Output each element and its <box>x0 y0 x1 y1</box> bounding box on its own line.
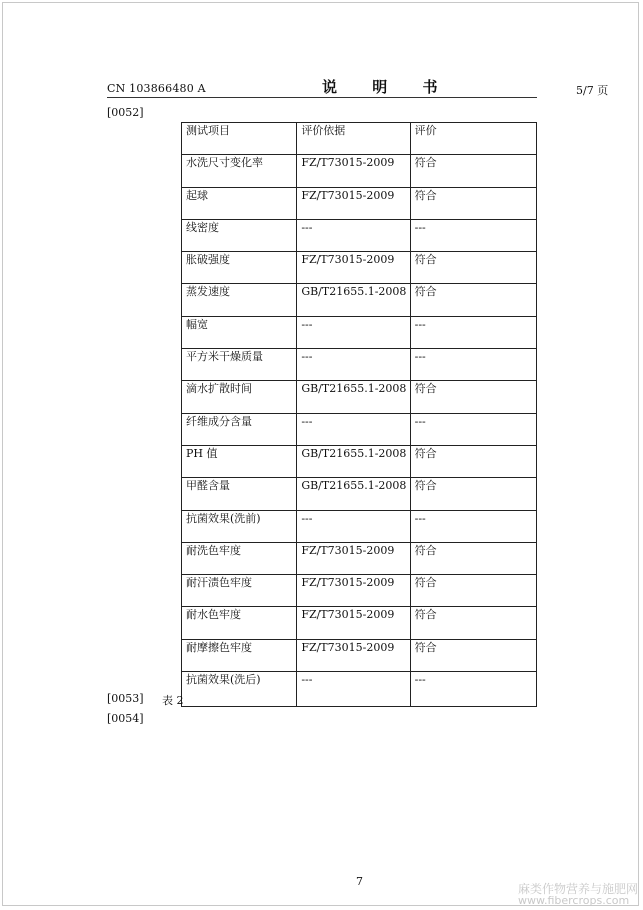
cell-item: 耐汗渍色牢度 <box>182 575 297 607</box>
table-row <box>182 219 537 251</box>
cell-evaluation: 符合 <box>410 155 536 187</box>
page-indicator: 5/7 页 <box>576 84 609 97</box>
table-row <box>182 349 537 381</box>
cell-basis: FZ/T73015-2009 <box>297 542 410 574</box>
cell-item: 胀破强度 <box>182 252 297 284</box>
cell-item: 幅宽 <box>182 316 297 348</box>
cell-item: 蒸发速度 <box>182 284 297 316</box>
cell-evaluation: --- <box>410 316 536 348</box>
cell-evaluation: 符合 <box>410 187 536 219</box>
watermark-url: www.fibercrops.com <box>518 894 630 907</box>
table-row <box>182 284 537 316</box>
cell-basis: FZ/T73015-2009 <box>297 187 410 219</box>
cell-evaluation: 符合 <box>410 252 536 284</box>
table-row <box>182 478 537 510</box>
watermark-text: 麻类作物营养与施肥网 <box>518 882 639 896</box>
cell-basis: FZ/T73015-2009 <box>297 575 410 607</box>
cell-item: 起球 <box>182 187 297 219</box>
cell-item: 平方米干燥质量 <box>182 349 297 381</box>
page-number: 7 <box>356 875 363 888</box>
table-row <box>182 155 537 187</box>
cell-evaluation: --- <box>410 413 536 445</box>
cell-basis: --- <box>297 349 410 381</box>
cell-item: 水洗尺寸变化率 <box>182 155 297 187</box>
table-row <box>182 672 537 707</box>
cell-evaluation: 符合 <box>410 607 536 639</box>
table-row <box>182 445 537 477</box>
cell-item: 线密度 <box>182 219 297 251</box>
cell-evaluation: 符合 <box>410 478 536 510</box>
cell-item: 耐洗色牢度 <box>182 542 297 574</box>
cell-evaluation: --- <box>410 510 536 542</box>
table-row <box>182 639 537 671</box>
cell-basis: GB/T21655.1-2008 <box>297 445 410 477</box>
header-cell-evaluation: 评价 <box>410 123 536 155</box>
header-rule <box>107 97 537 98</box>
table-row <box>182 381 537 413</box>
table-caption: 表 2 <box>162 694 184 707</box>
cell-evaluation: 符合 <box>410 381 536 413</box>
table-row <box>182 413 537 445</box>
cell-item: 滴水扩散时间 <box>182 381 297 413</box>
cell-evaluation: 符合 <box>410 284 536 316</box>
cell-item: 抗菌效果(洗前) <box>182 510 297 542</box>
cell-basis: FZ/T73015-2009 <box>297 252 410 284</box>
paragraph-number-0052: [0052] <box>107 106 144 119</box>
table-row <box>182 187 537 219</box>
cell-evaluation: 符合 <box>410 639 536 671</box>
cell-basis: FZ/T73015-2009 <box>297 155 410 187</box>
cell-basis: --- <box>297 413 410 445</box>
cell-basis: GB/T21655.1-2008 <box>297 284 410 316</box>
paragraph-number-0053: [0053] <box>107 692 144 705</box>
test-results-table <box>181 122 537 707</box>
cell-basis: FZ/T73015-2009 <box>297 607 410 639</box>
cell-basis: FZ/T73015-2009 <box>297 639 410 671</box>
cell-evaluation: --- <box>410 349 536 381</box>
cell-evaluation: --- <box>410 219 536 251</box>
table-row <box>182 252 537 284</box>
table-row <box>182 575 537 607</box>
table-row <box>182 510 537 542</box>
table-row <box>182 316 537 348</box>
cell-item: 耐摩擦色牢度 <box>182 639 297 671</box>
cell-item: 抗菌效果(洗后) <box>182 672 297 707</box>
table-row <box>182 607 537 639</box>
cell-basis: --- <box>297 510 410 542</box>
cell-evaluation: --- <box>410 672 536 707</box>
paragraph-number-0054: [0054] <box>107 712 144 725</box>
cell-basis: --- <box>297 316 410 348</box>
table-header-row <box>182 123 537 155</box>
cell-evaluation: 符合 <box>410 445 536 477</box>
cell-evaluation: 符合 <box>410 542 536 574</box>
cell-item: PH 值 <box>182 445 297 477</box>
table-row <box>182 542 537 574</box>
cell-basis: GB/T21655.1-2008 <box>297 381 410 413</box>
patent-number: CN 103866480 A <box>107 82 206 95</box>
header-cell-basis: 评价依据 <box>297 123 410 155</box>
cell-item: 甲醛含量 <box>182 478 297 510</box>
cell-item: 纤维成分含量 <box>182 413 297 445</box>
cell-basis: --- <box>297 219 410 251</box>
cell-evaluation: 符合 <box>410 575 536 607</box>
document-title: 说 明 书 <box>322 78 453 96</box>
cell-basis: --- <box>297 672 410 707</box>
cell-basis: GB/T21655.1-2008 <box>297 478 410 510</box>
cell-item: 耐水色牢度 <box>182 607 297 639</box>
header-cell-item: 测试项目 <box>182 123 297 155</box>
